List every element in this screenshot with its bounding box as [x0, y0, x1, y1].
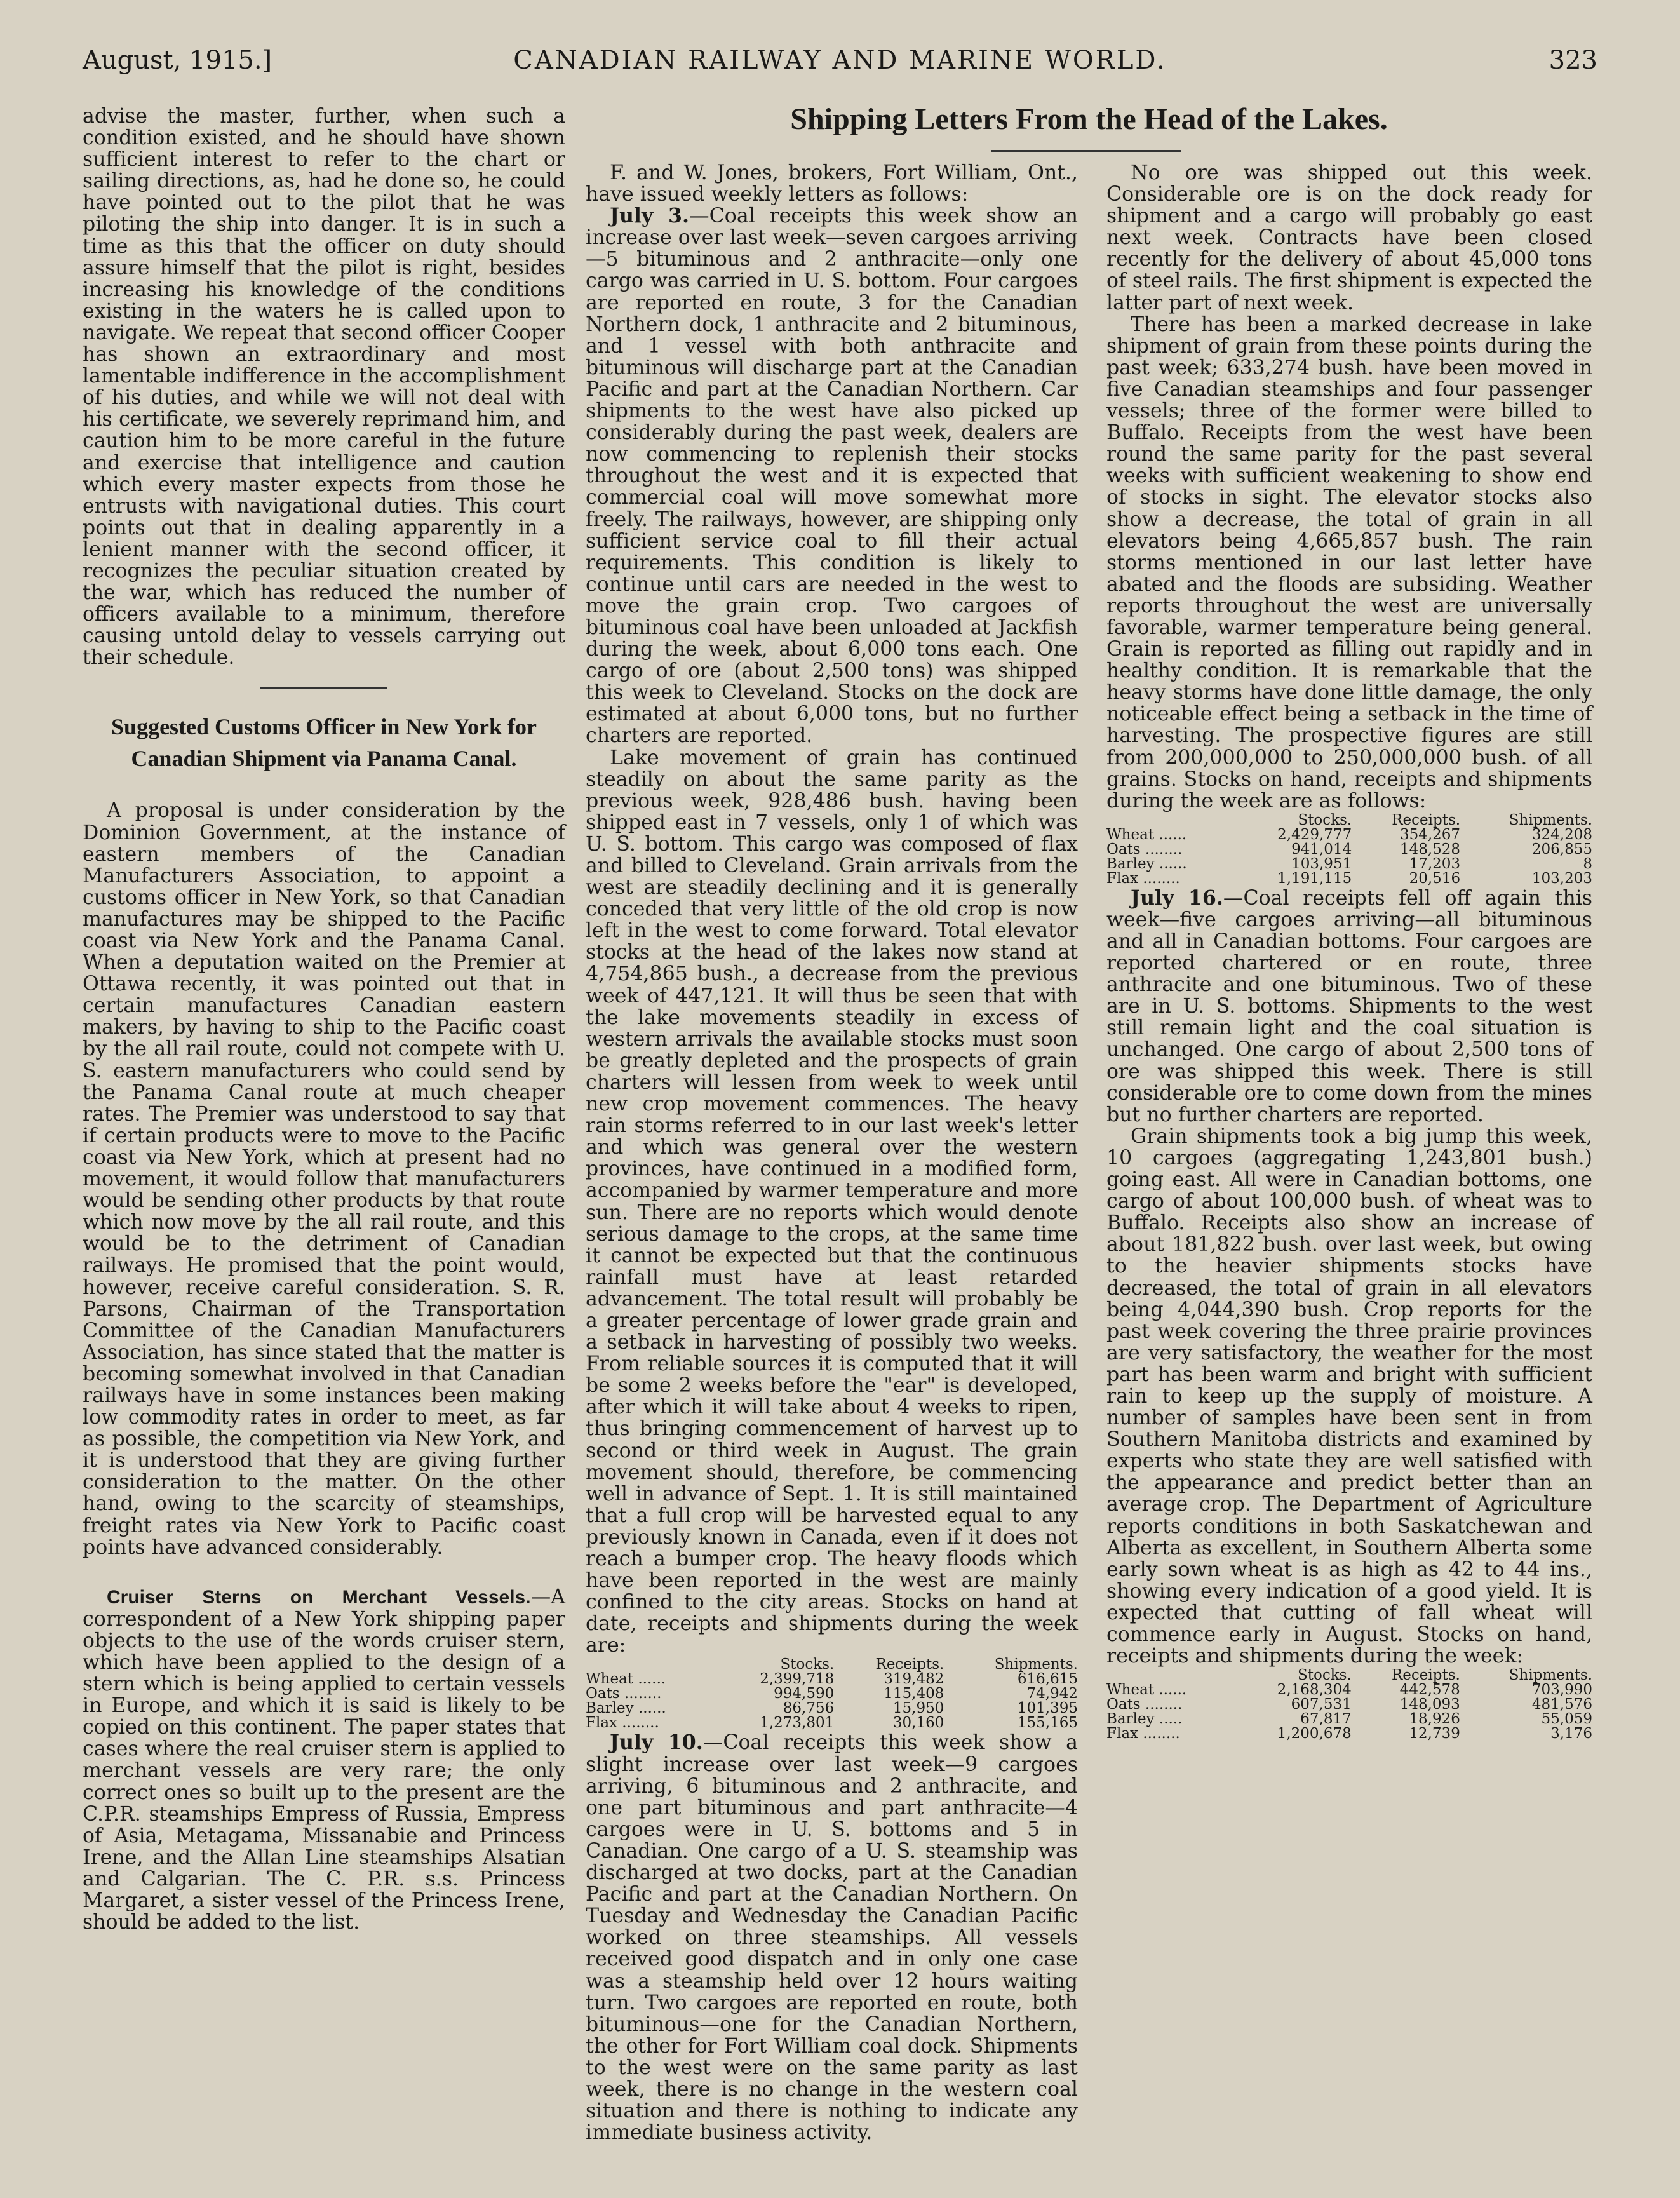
stocks-value: 994,590: [774, 1685, 835, 1702]
grain-table-july16: [1106, 1668, 1592, 1741]
receipts-value: 354,267: [1399, 826, 1461, 843]
table-row: [1106, 1727, 1592, 1741]
col-header-stocks: Stocks.: [780, 1656, 835, 1673]
grain-name: Wheat ......: [1106, 826, 1187, 843]
grain-name: Barley .....: [1106, 1711, 1183, 1728]
cruiser-sterns-text: —A correspondent of a New York shipping paper objects to the use of the words cruiser stern, which have been applied to the design of a stern which is being applied to certain vessels in Europe, and which it is said is likely to be copied on this continent. The paper states that cases where the real cruiser stern is applied to merchant vessels are very rare; the only correct ones so built up to the present are the C.P.R. steamships Empress of Russia, Empress of Asia, Metagama, Missanabie and Princess Irene, and the Allan Line steamships Alsatian and Calgarian. The C. P.R. s.s. Princess Margaret, a sister vessel of the Princess Irene, should be added to the list.: [83, 1585, 565, 1934]
header-date: August, 1915.]: [83, 46, 272, 75]
col-header-shipments: Shipments.: [1509, 1667, 1592, 1684]
court-finding-paragraph: advise the master, further, when such a condition existed, and he should have shown sufficient interest to refer to the chart or sailing directions, as, had he done so, he could have pointed out to the pilot that he was piloting the ship into danger. It is in such a time as this that the officer on duty should assure himself that the pilot is right, besides increasing his knowledge of the conditions existing in the waters he is called upon to navigate. We repeat that second officer Cooper has shown an extraordinary and most lamentable indifference in the accomplishment of his duties, and while we will not deal with his certificate, we severely reprimand him, and caution him to be more careful in the future and exercise that intelligence and caution which every master expects from those he entrusts with navigational duties. This court points out that in dealing apparently in a lenient manner with the second officer, it recognizes the peculiar situation created by the war, which has reduced the number of officers available to a minimum, therefore causing untold delay to vessels carrying out their schedule.: [83, 105, 565, 670]
july16-grain-paragraph: Grain shipments took a big jump this week, 10 cargoes (aggregating 1,243,801 bush.) going east. All were in Canadian bottoms, one cargo of about 100,000 bush. of wheat was to Buffalo. Receipts also show an increase of about 181,822 bush. over last week, but owing to the heavier shipments stocks have decreased, the total of grain in all elevators being 4,044,390 bush. Crop reports for the past week covering the three prairie provinces are very satisfactory, the weather for the most part has been warm and bright with sufficient rain to keep up the supply of moisture. A number of samples have been sent in from Southern Manitoba districts and examined by experts who state they are well satisfied with the appearance and predict better than an average crop. The Department of Agriculture reports conditions in both Saskatchewan and Alberta as excellent, in Southern Alberta some early sown wheat is as high as 42 to 44 ins., showing every indication of a good yield. It is expected that cutting of fall wheat will commence early in August. Stocks on hand, receipts and shipments during the week:: [1106, 1124, 1592, 1668]
shipments-value: 3,176: [1550, 1725, 1592, 1743]
col-header-stocks: Stocks.: [1298, 811, 1352, 828]
shipments-value: 616,615: [1017, 1671, 1078, 1688]
receipts-value: 17,203: [1409, 855, 1461, 872]
cruiser-sterns-paragraph: [83, 1586, 565, 1934]
table-row: [1106, 842, 1592, 857]
grain-table-july10: [1106, 813, 1592, 886]
shipments-value: 324,208: [1531, 826, 1592, 843]
receipts-value: 30,160: [892, 1715, 944, 1732]
table-row: [586, 1716, 1078, 1730]
stocks-value: 2,429,777: [1277, 826, 1352, 843]
grain-name: Barley ......: [1106, 855, 1187, 872]
shipping-letters-title: Shipping Letters From the Head of the Lakes.: [790, 102, 1388, 136]
july10-coal-text: —Coal receipts this week show a slight increase over last week—9 cargoes arriving, 6 bituminous and 2 anthracite, and one part bituminous and part anthracite—4 cargoes were in U. S. bottoms and 5 in Canadian. One cargo of a U. S. steamship was discharged at two docks, part at the Canadian Pacific and part at the Canadian Northern. On Tuesday and Wednesday the Canadian Pacific worked on three steamships. All vessels received good dispatch and in only one case was a steamship held over 12 hours waiting turn. Two cargoes are reported en route, both bituminous—one for the Canadian Northern, the other for Fort William coal dock. Shipments to the west were on the same parity as last week, there is no change in the western coal situation and there is nothing to indicate any immediate business activity.: [586, 1731, 1078, 2145]
table-row: [1106, 1683, 1592, 1697]
stocks-value: 941,014: [1291, 840, 1352, 858]
title-rule: [991, 150, 1181, 152]
shipments-value: 8: [1583, 855, 1592, 872]
table-row: [586, 1701, 1078, 1716]
table-row: [1106, 1712, 1592, 1727]
july16-coal-paragraph: [1106, 887, 1592, 1126]
grain-name: Barley ......: [586, 1700, 666, 1717]
grain-name: Oats ........: [1106, 1696, 1183, 1713]
table-row: [586, 1672, 1078, 1687]
grain-name: Flax ........: [586, 1715, 659, 1732]
shipments-value: 74,942: [1026, 1685, 1078, 1702]
receipts-value: 15,950: [892, 1700, 944, 1717]
receipts-value: 115,408: [884, 1685, 944, 1702]
grain-table-july3: [586, 1657, 1078, 1730]
grain-name: Wheat ......: [586, 1671, 666, 1688]
shipments-value: 481,576: [1531, 1696, 1592, 1713]
customs-article-body: A proposal is under consideration by the Dominion Government, at the instance of eastern members of the Canadian Manufacturers Association, to appoint a customs officer in New York, so that Canadian manufactures may be shipped to the Pacific coast via New York and the Panama Canal. When a deputation waited on the Premier at Ottawa recently, it was pointed out that in certain manufactures Canadian eastern makers, by having to ship to the Pacific coast by the all rail route, could not compete with U. S. eastern manufacturers who could send by the Panama Canal route at much cheaper rates. The Premier was understood to say that if certain products were to move to the Pacific coast via New York, which at present had no movement, it would follow that manufacturers would be sending other products by that route which now move by the all rail route, and this would be to the detriment of Canadian railways. He promised that the point would, however, receive careful consideration. S. R. Parsons, Chairman of the Transportation Committee of the Canadian Manufacturers Association, has since stated that the matter is becoming somewhat involved in that Canadian railways have in some instances been making low commodity rates in order to meet, as far as possible, the competition via New York, and it is understood that they are giving further consideration to the matter. On the other hand, owing to the scarcity of steamships, freight rates via New York to Pacific coast points have advanced considerably.: [83, 799, 565, 1559]
running-header: [83, 39, 1597, 78]
grain-name: Wheat ......: [1106, 1682, 1187, 1699]
page-number: 323: [1549, 46, 1597, 75]
stocks-value: 607,531: [1291, 1696, 1352, 1713]
cruiser-sterns-lead: Cruiser Sterns on Merchant Vessels.: [107, 1586, 531, 1608]
july16-coal-text: —Coal receipts fell off again this week—five cargoes arriving—all bituminous and all in Canadian bottoms. Four cargoes are reported chartered or en route, three anthracite and one bituminous. Two of these are in U. S. bottoms. Shipments to the west still remain light and the coal situation is unchanged. One cargo of about 2,500 tons of ore was shipped this week. There is still considerable ore to come down from the mines but no further charters are reported.: [1106, 886, 1592, 1126]
shipments-value: 155,165: [1017, 1715, 1078, 1732]
july10-grain-paragraph: There has been a marked decrease in lake shipment of grain from these points during the past week; 633,274 bush. have been moved in five Canadian steamships and four passenger vessels; three of the former were billed to Buffalo. Receipts from the west have been round the same parity for the past several weeks with sufficient weakening to show end of stocks in sight. The elevator stocks also show a decrease, the total of grain in all elevators being 4,665,857 bush. The rain storms mentioned in our last letter have abated and the floods are subsiding. Weather reports throughout the west are universally favorable, warmer temperature being general. Grain is reported as filling out rapidly and in healthy condition. It is remarkable that the heavy storms have done little damage, the only noticeable effect being a setback in the time of harvesting. The prospective figures are still from 200,000,000 to 250,000,000 bush. of all grains. Stocks on hand, receipts and shipments during the week are as follows:: [1106, 313, 1592, 812]
stocks-value: 1,273,801: [760, 1715, 835, 1732]
receipts-value: 20,516: [1409, 870, 1461, 887]
july3-grain-paragraph: Lake movement of grain has continued steadily on about the same parity as the previous week, 928,486 bush. having been shipped east in 7 vessels, only 1 of which was U. S. bottom. This cargo was composed of flax and billed to Cleveland. Grain arrivals from the west are steadily declining and it is generally conceded that very little of the old crop is now left in the west to come forward. Total elevator stocks at the head of the lakes now stand at 4,754,865 bush., a decrease from the previous week of 447,121. It will thus be seen that with the lake movements steadily in excess of western arrivals the available stocks must soon be greatly depleted and the prospects of grain charters will lessen from week to week until new crop movement commences. The heavy rain storms referred to in our last week's letter and which was general over the western provinces, have continued in a modified form, accompanied by warmer temperature and more sun. There are no reports which would denote serious damage to the crops, at the same time it cannot be expected but that the continuous rainfall must have at least retarded advancement. The total result will probably be a greater percentage of lower grade grain and a setback in harvesting of possibly two weeks. From reliable sources it is computed that it will be some 2 weeks before the "ear" is developed, after which it will take about 4 weeks to ripen, thus bringing commencement of harvest up to second or third week in August. The grain movement should, therefore, be commencing well in advance of Sept. 1. It is still maintained that a full crop will be harvested equal to any previously known in Canada, even if it does not reach a bumper crop. The heavy floods which have been reported in the west are mainly confined to the city areas. Stocks on hand at date, receipts and shipments during the week are:: [586, 746, 1078, 1657]
grain-name: Flax ........: [1106, 1725, 1180, 1743]
table-row: [1106, 872, 1592, 886]
july3-coal-paragraph: [586, 205, 1078, 746]
col-header-shipments: Shipments.: [1509, 811, 1592, 828]
receipts-value: 148,528: [1399, 840, 1461, 858]
shipments-value: 101,395: [1017, 1700, 1078, 1717]
receipts-value: 148,093: [1399, 1696, 1460, 1713]
divider: [260, 687, 387, 689]
grain-name: Flax ........: [1106, 870, 1180, 887]
july10-lead: July 10.: [610, 1730, 703, 1755]
shipments-value: 206,855: [1531, 840, 1592, 858]
july10-ore-paragraph: No ore was shipped out this week. Considerable ore is on the dock ready for shipment and a cargo will probably go east next week. Contracts have been closed recently for the delivery of about 45,000 tons of steel rails. The first shipment is expected the latter part of next week.: [1106, 161, 1592, 314]
table-row: [586, 1687, 1078, 1701]
stocks-value: 2,168,304: [1277, 1682, 1352, 1699]
receipts-value: 12,739: [1409, 1725, 1460, 1743]
stocks-value: 1,200,678: [1277, 1725, 1352, 1743]
stocks-value: 67,817: [1300, 1711, 1352, 1728]
col-header-receipts: Receipts.: [1391, 1667, 1460, 1684]
receipts-value: 18,926: [1409, 1711, 1460, 1728]
july10-coal-paragraph: [586, 1732, 1078, 2143]
grain-name: Oats ........: [1106, 840, 1183, 858]
receipts-value: 442,578: [1399, 1682, 1460, 1699]
table-row: [1106, 828, 1592, 842]
shipments-value: 703,990: [1531, 1682, 1592, 1699]
stocks-value: 103,951: [1291, 855, 1352, 872]
grain-name: Oats ........: [586, 1685, 662, 1702]
stocks-value: 2,399,718: [760, 1671, 835, 1688]
col-header-receipts: Receipts.: [875, 1656, 944, 1673]
journal-title: CANADIAN RAILWAY AND MARINE WORLD.: [513, 46, 1167, 75]
shipments-value: 103,203: [1531, 870, 1592, 887]
customs-article-title: Suggested Customs Officer in New York for Canadian Shipment via Panama Canal.: [111, 714, 537, 772]
shipping-intro: F. and W. Jones, brokers, Fort William, Ont., have issued weekly letters as follows:: [586, 161, 1078, 206]
receipts-value: 319,482: [884, 1671, 944, 1688]
table-row: [1106, 1697, 1592, 1712]
shipments-value: 55,059: [1541, 1711, 1592, 1728]
col-header-shipments: Shipments.: [994, 1656, 1078, 1673]
stocks-value: 1,191,115: [1277, 870, 1352, 887]
july3-lead: July 3.: [610, 204, 690, 228]
table-row: [1106, 857, 1592, 872]
column-left: [83, 105, 565, 1933]
stocks-value: 86,756: [783, 1700, 835, 1717]
column-right: [1106, 162, 1592, 1743]
july16-lead: July 16.: [1131, 886, 1223, 910]
col-header-receipts: Receipts.: [1392, 811, 1461, 828]
col-header-stocks: Stocks.: [1298, 1667, 1352, 1684]
column-middle: [586, 162, 1078, 2143]
july3-coal-text: —Coal receipts this week show an increase over last week—seven cargoes arriving—5 bituminous and 2 anthracite—only one cargo was carried in U. S. bottom. Four cargoes are reported en route, 3 for the Canadian Northern dock, 1 anthracite and 2 bituminous, and 1 vessel with both anthracite and bituminous will discharge part at the Canadian Pacific and part at the Canadian Northern. Car shipments to the west have also picked up considerably during the past week, dealers are now commencing to replenish their stocks throughout the west and it is expected that commercial coal will move somewhat more freely. The railways, however, are shipping only sufficient service coal to fill their actual requirements. This condition is likely to continue until cars are needed in the west to move the grain crop. Two cargoes of bituminous coal have been unloaded at Jackfish during the week, about 6,000 tons each. One cargo of ore (about 2,500 tons) was shipped this week to Cleveland. Stocks on the dock are estimated at about 6,000 tons, but no further charters are reported.: [586, 205, 1078, 748]
